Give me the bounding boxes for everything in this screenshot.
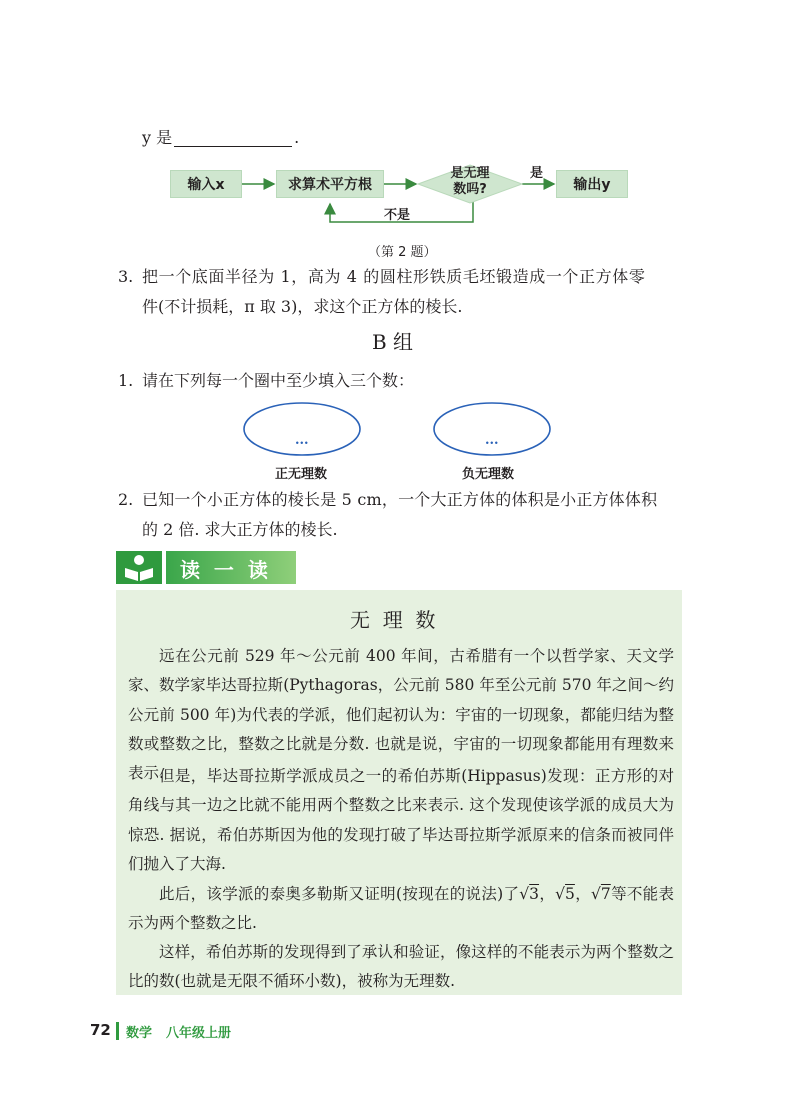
q3-number: 3. <box>118 267 134 286</box>
answer-blank[interactable] <box>174 130 292 147</box>
label-positive-irrational: 正无理数 <box>275 467 328 482</box>
sqrt-5: √5 <box>555 885 575 903</box>
q2-prefix: y 是 <box>142 128 173 147</box>
b1-number: 1. <box>118 371 134 390</box>
b1-text: 请在下列每一个圈中至少填入三个数： <box>142 371 415 390</box>
group-b-title: B 组 <box>372 330 414 354</box>
label-negative-irrational: 负无理数 <box>462 467 515 482</box>
footer-subject: 数学 <box>126 1026 153 1041</box>
b2-number: 2. <box>118 490 134 509</box>
book-reader-icon <box>116 551 162 584</box>
footer-grade: 八年级上册 <box>166 1026 232 1041</box>
neg-ellipsis: ... <box>485 433 499 448</box>
footer-divider <box>116 1022 119 1040</box>
b2-line1: 已知一个小正方体的棱长是 5 cm，一个大正方体的体积是小正方体体积 <box>142 490 658 509</box>
reading-banner-text: 读 一 读 <box>180 558 268 582</box>
flow-decision-text: 是无理 数吗? <box>450 166 490 197</box>
q2-caption: （第 2 题） <box>368 245 437 260</box>
reading-paragraph-2: 但是，毕达哥拉斯学派成员之一的希伯苏斯(Hippasus)发现：正方形的对角线与其一边之比就不能用两个整数之比来表示. 这个发现使该学派的成员大为惊恐. 据说，希伯苏斯因为他的发现打破了毕达哥拉斯学派原来的信条而被同伴们抛入了大海. <box>128 767 674 873</box>
q2-answer-line <box>142 123 299 153</box>
flow-output: 输出y <box>556 170 628 198</box>
reading-icon-block <box>116 551 162 584</box>
reading-paragraph-1: 远在公元前 529 年～公元前 400 年间，古希腊有一个以哲学家、天文学家、数学家毕达哥拉斯(Pythagoras，公元前 580 年至公元前 570 年之间～约公元前 500 年)为代表的学派，他们起初认为：宇宙的一切现象，都能归结为整数或整数之比，整数之比就是分数. 也就是说，宇宙的一切现象都能用有理数来表示. <box>128 647 674 783</box>
q3-line1: 把一个底面半径为 1，高为 4 的圆柱形铁质毛坯锻造成一个正方体零 <box>142 267 646 286</box>
b2-line2: 的 2 倍. 求大正方体的棱长. <box>142 520 338 539</box>
flow-compute: 求算术平方根 <box>276 170 384 198</box>
reading-paragraph-3: 此后，该学派的泰奥多勒斯又证明(按现在的说法)了√3，√5，√7等不能表示为两个整数之比. <box>128 885 674 933</box>
page-number: 72 <box>90 1021 111 1039</box>
p3-text-b: 等不能表示为两个整数之比. <box>128 885 674 933</box>
q2-suffix: . <box>294 128 300 147</box>
flowchart <box>170 160 640 235</box>
sqrt-7: √7 <box>591 885 611 903</box>
flow-input: 输入x <box>170 170 242 198</box>
flow-no-label: 不是 <box>384 208 411 223</box>
sqrt-3: √3 <box>519 885 540 903</box>
pos-ellipsis: ... <box>295 433 309 448</box>
number-circles <box>240 400 560 460</box>
reading-banner <box>166 551 296 584</box>
q3-line2: 件(不计损耗，π 取 3)，求这个正方体的棱长. <box>142 297 463 316</box>
flow-yes-label: 是 <box>530 166 544 181</box>
p3-text-a: 此后，该学派的泰奥多勒斯又证明(按现在的说法)了 <box>159 885 520 903</box>
reading-title: 无 理 数 <box>350 608 436 632</box>
reading-paragraph-4: 这样，希伯苏斯的发现得到了承认和验证，像这样的不能表示为两个整数之比的数(也就是无限不循环小数)，被称为无理数. <box>128 943 674 991</box>
